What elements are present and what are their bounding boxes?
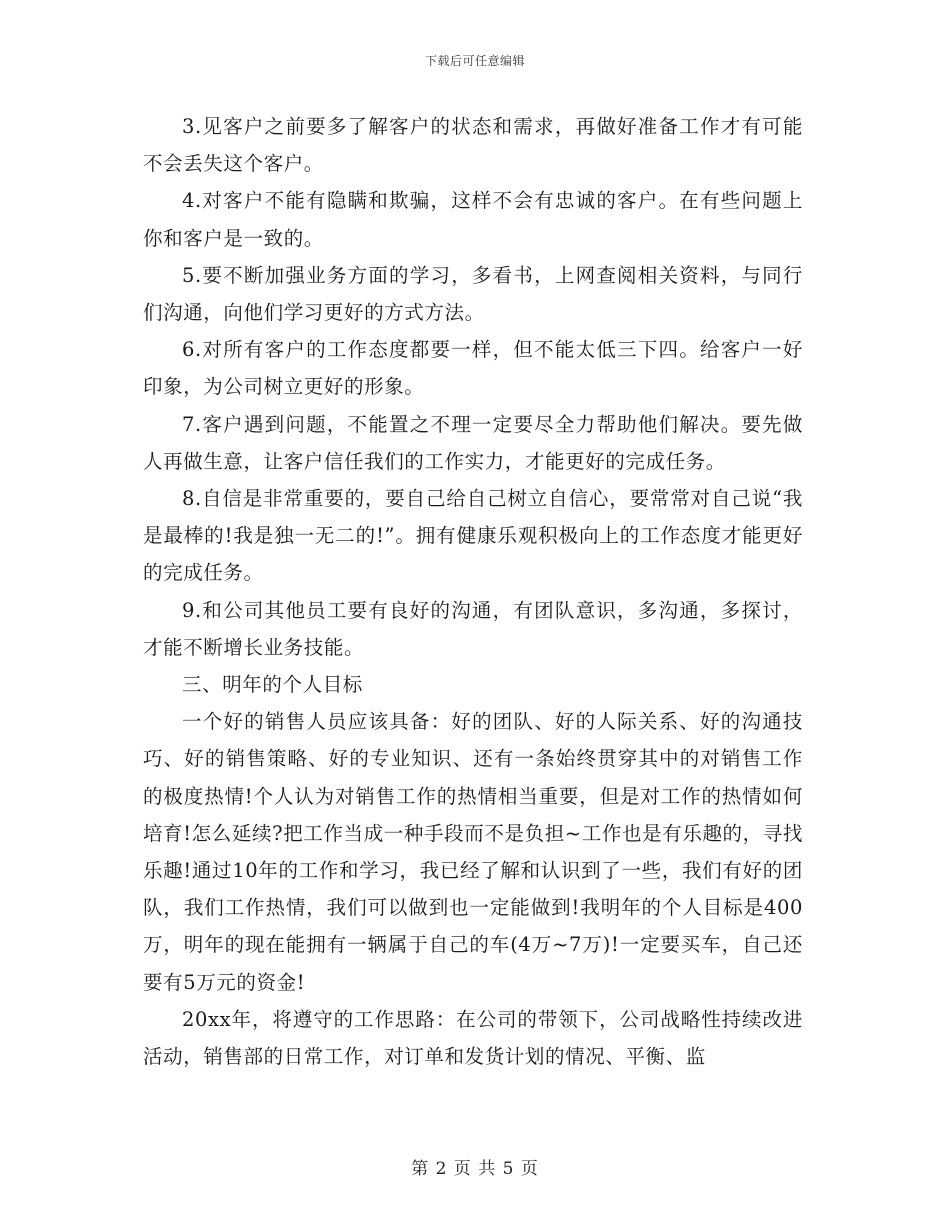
paragraph-item-9: 9.和公司其他员工要有良好的沟通，有团队意识，多沟通，多探讨，才能不断增长业务技能。	[143, 598, 803, 659]
page-number-footer: 第 2 页 共 5 页	[411, 1159, 539, 1179]
document-body	[143, 108, 803, 1075]
paragraph-item-3: 3.见客户之前要多了解客户的状态和需求，再做好准备工作才有可能不会丢失这个客户。	[143, 115, 803, 176]
paragraph-item-8: 8.自信是非常重要的，要自己给自己树立自信心，要常常对自己说“我是最棒的!我是独一无二的!”。拥有健康乐观积极向上的工作态度才能更好的完成任务。	[143, 487, 803, 585]
paragraph-work-plan: 20xx年，将遵守的工作思路：在公司的带领下，公司战略性持续改进活动，销售部的日常工作，对订单和发货计划的情况、平衡、监	[143, 1007, 803, 1069]
paragraph-item-6: 6.对所有客户的工作态度都要一样，但不能太低三下四。给客户一好印象，为公司树立更好的形象。	[143, 338, 803, 399]
paragraph-goals: 一个好的销售人员应该具备：好的团队、好的人际关系、好的沟通技巧、好的销售策略、好的专业知识、还有一条始终贯穿其中的对销售工作的极度热情!个人认为对销售工作的热情相当重要，但是对工作的热情如何培育!怎么延续?把工作当成一种手段而不是负担~工作也是有乐趣的，寻找乐趣!通过10年的工作和学习，我已经了解和认识到了一些，我们有好的团队，我们工作热情，我们可以做到也一定能做到!我明年的个人目标是400万，明年的现在能拥有一辆属于自己的车(4万~7万)!一定要买车，自己还要有5万元的资金!	[143, 710, 803, 994]
section-heading: 三、明年的个人目标	[182, 673, 363, 697]
paragraph-item-7: 7.客户遇到问题，不能置之不理一定要尽全力帮助他们解决。要先做人再做生意，让客户信任我们的工作实力，才能更好的完成任务。	[143, 412, 803, 473]
page-header: 下载后可任意编辑	[424, 54, 525, 68]
paragraph-item-5: 5.要不断加强业务方面的学习，多看书，上网查阅相关资料，与同行们沟通，向他们学习更好的方式方法。	[143, 263, 803, 325]
paragraph-item-4: 4.对客户不能有隐瞒和欺骗，这样不会有忠诚的客户。在有些问题上你和客户是一致的。	[143, 189, 803, 250]
